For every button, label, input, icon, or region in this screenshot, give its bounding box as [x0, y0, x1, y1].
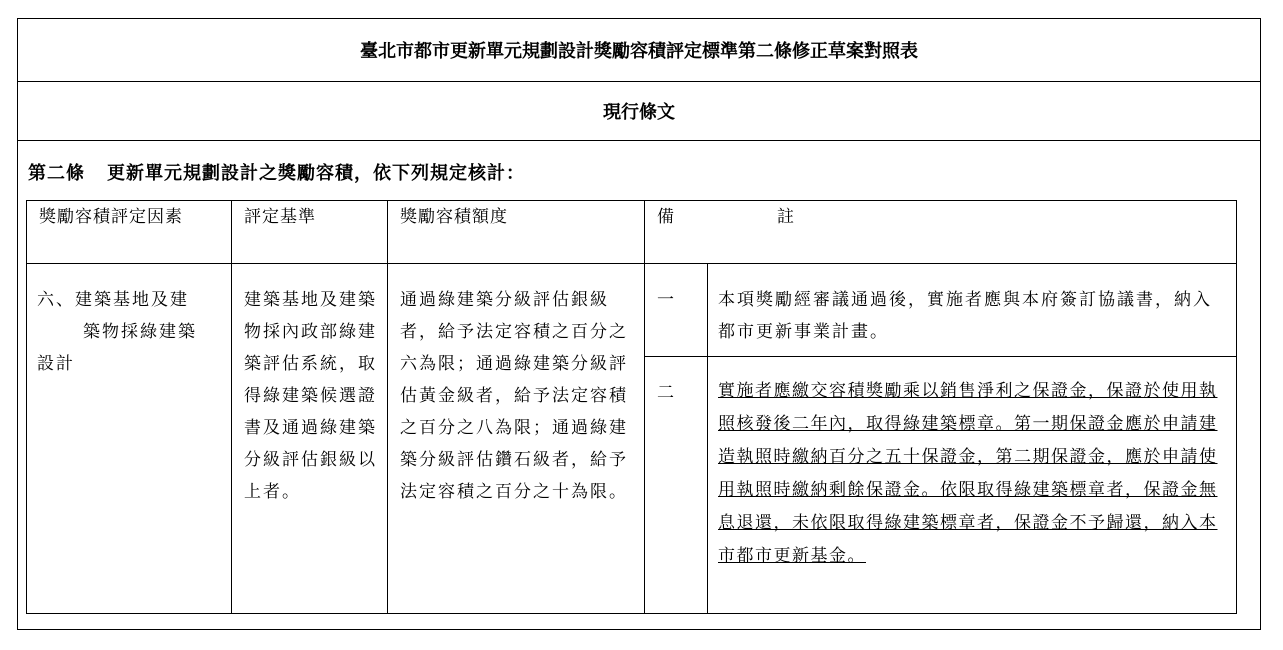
column-label: 現行條文	[18, 81, 1260, 141]
document-frame	[17, 18, 1261, 630]
factor-line-3: 設計	[37, 354, 75, 374]
table-header-row	[27, 201, 1237, 264]
article-number: 第二條	[28, 163, 85, 184]
article-text: 更新單元規劃設計之獎勵容積，依下列規定核計：	[107, 163, 525, 184]
document-title: 臺北市都市更新單元規劃設計獎勵容積評定標準第二條修正草案對照表	[18, 19, 1260, 82]
note-1-text: 本項獎勵經審議通過後，實施者應與本府簽訂協議書，納入都市更新事業計畫。	[708, 264, 1237, 357]
header-factor: 獎勵容積評定因素	[27, 201, 232, 264]
rules-table	[26, 200, 1237, 614]
header-amount: 獎勵容積額度	[388, 201, 645, 264]
header-remarks-b: 註	[777, 207, 795, 227]
amount-cell: 通過綠建築分級評估銀級者，給予法定容積之百分之六為限；通過綠建築分級評估黃金級者，給予法定容積之百分之八為限；通過綠建築分級評估鑽石級者，給予法定容積之百分之十為限。	[388, 264, 645, 614]
note-2-number: 二	[645, 357, 708, 614]
table-row	[27, 264, 1237, 357]
criteria-cell: 建築基地及建築物採內政部綠建築評估系統，取得綠建築候選證書及通過綠建築分級評估銀級以上者。	[232, 264, 388, 614]
header-criteria: 評定基準	[232, 201, 388, 264]
header-remarks-a: 備	[657, 207, 675, 227]
factor-line-1: 六、建築基地及建	[37, 290, 189, 310]
note-1-number: 一	[645, 264, 708, 357]
note-2-text: 實施者應繳交容積獎勵乘以銷售淨利之保證金，保證於使用執照核發後二年內，取得綠建築標章。第一期保證金應於申請建造執照時繳納百分之五十保證金，第二期保證金，應於申請使用執照時繳納剩餘保證金。依限取得綠建築標章者，保證金無息退還，未依限取得綠建築標章者，保證金不予歸還，納入本市都市更新基金。	[718, 381, 1218, 566]
factor-cell	[27, 264, 232, 614]
note-2-cell	[708, 357, 1237, 614]
header-remarks	[645, 201, 1237, 264]
factor-line-2: 築物採綠建築	[83, 322, 197, 342]
article-heading	[28, 159, 525, 185]
